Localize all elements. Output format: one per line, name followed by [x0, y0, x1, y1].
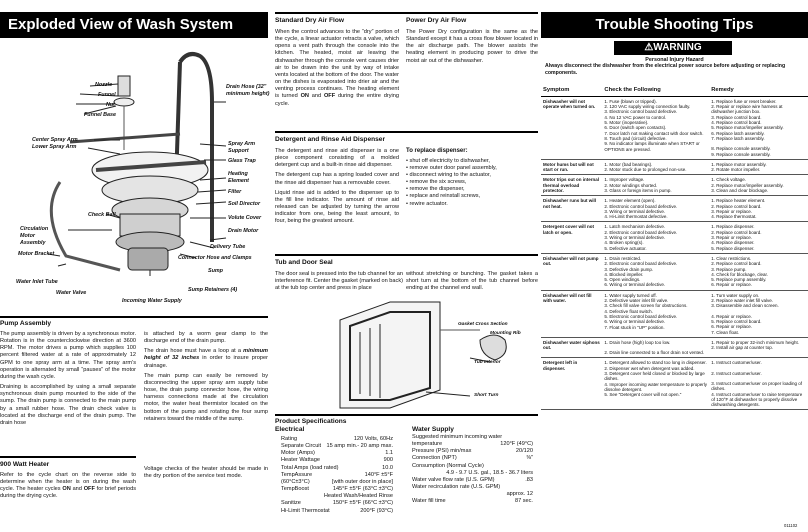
- symptom-cell: Motor hums but will not start or run.: [541, 159, 602, 175]
- label-delivery-tube: Delivery Tube: [210, 244, 246, 250]
- water-supply-spec-list: [412, 434, 533, 506]
- label-connector-hose-clamps: Connector Hose and Clamps: [178, 255, 252, 261]
- remedy-item: 4. Replace control board.: [711, 120, 762, 126]
- pump-assembly-text-col2: [144, 331, 268, 426]
- remedy-item: 1. Repair to proper 32-inch minimum height.: [711, 339, 799, 345]
- spec-row: [281, 457, 393, 464]
- spec-row: [281, 465, 393, 472]
- pump-paragraph-5: The main pump can easily be removed by disconnecting the upper spray arm supply tube hose, the drain pump connector hose, the wiring harness connections made at the circulation motor, the water heat thermistor located on the bottom of the pump and rotating the four sump retainers toward the middle of the sump.: [144, 372, 268, 422]
- spec-row: [412, 434, 533, 441]
- label-water-inlet-tube: Water Inlet Tube: [16, 279, 58, 285]
- remedy-item: 1. Turn water supply on.: [711, 292, 760, 298]
- check-item: 6. Wiring or terminal defective.: [604, 282, 666, 288]
- check-item: 1. Latch mechanism defective.: [604, 224, 666, 230]
- spec-row: [412, 463, 533, 470]
- spec-label: (60°C±3°C): [281, 478, 310, 485]
- symptom-cell: Motor trips out on internal thermal overload protector.: [541, 175, 602, 196]
- remedy-item: 4. Instruct customer/user to raise temperature of 120°F at dishwasher to properly dissolve dishwashing detergents.: [711, 391, 803, 408]
- divider: [0, 316, 268, 318]
- check-item: 5. Electronic control board defective.: [604, 313, 678, 319]
- remedy-cell: [709, 358, 808, 410]
- pump-paragraph-3: is attached by a worm gear clamp to the discharge end of the drain pump.: [144, 331, 268, 345]
- check-item: 1. Detergent allowed to stand too long in dispenser.: [604, 360, 707, 366]
- label-heating-element: Heating Element: [228, 171, 249, 184]
- column-header-symptom: Symptom: [541, 85, 602, 96]
- spec-label: Connection (NPT): [412, 455, 457, 462]
- label-drain-hose: Drain Hose (32" minimum height): [226, 84, 270, 97]
- power-dry-heading: Power Dry Air Flow: [406, 17, 467, 24]
- tub-door-seal-diagram: [330, 300, 530, 410]
- symptom-cell: Dishwasher runs but will not heat.: [541, 196, 602, 222]
- remedy-item: 5. Replace dispenser.: [711, 245, 755, 251]
- column-header-check: Check the Following: [602, 85, 709, 96]
- spec-row: [281, 493, 393, 500]
- remedy-item: 2. Rotate motor impeller.: [711, 167, 761, 173]
- remedy-item: 2. Replace motor/impeller assembly.: [711, 182, 784, 188]
- table-row: [541, 175, 808, 196]
- product-specifications-heading: Product Specifications: [275, 418, 347, 425]
- spec-row: [412, 484, 533, 491]
- remedy-item: 2. Install air gap at counter top.: [711, 345, 773, 351]
- label-short-turn: Short Turn: [474, 393, 499, 398]
- label-circulation-motor-assembly: Circulation Motor Assembly: [20, 226, 49, 246]
- spec-value: 150°F ±5°F (66°C ±3°C): [332, 500, 393, 507]
- spec-value: Heated Wash/Heated Rinse: [323, 493, 393, 500]
- remedy-item: 7. Replace latch assembly.: [711, 135, 765, 141]
- check-item: 4. Blocked impeller.: [604, 271, 644, 277]
- check-item: 3. Wiring or terminal defective.: [604, 208, 666, 214]
- spec-row: [281, 443, 393, 450]
- replace-step: • replace and reinstall screws,: [406, 193, 538, 200]
- table-row: [541, 159, 808, 175]
- label-water-valve: Water Valve: [56, 290, 87, 296]
- remedy-cell: [709, 290, 808, 337]
- check-item: 5. See "Detergent cover will not open.": [604, 392, 682, 398]
- check-item: 4. No 12 VAC power to control.: [604, 114, 667, 120]
- spec-row: [412, 477, 533, 484]
- remedy-item: 6. Repair or replace.: [711, 282, 752, 288]
- check-item: 1. Water supply turned off.: [604, 292, 657, 298]
- detergent-text: The detergent and rinse aid dispenser is a one piece component consisting of a molded detergent cup and a built-in rinse aid dispenser. The detergent cup has a spring loaded cover and the rinse aid dispenser has a removable cover. Liquid rinse aid is added to the dispenser up to the fill line indicator. The amount of rinse aid released can be adjusted by turning the arrow indicator from one, being the least amount, to four, being the greatest amount.: [275, 148, 399, 225]
- spec-row: [412, 498, 533, 505]
- remedy-item: 9. Replace console assembly.: [711, 151, 771, 157]
- spec-value: 1.1: [385, 450, 393, 457]
- check-item: 5. Open windings.: [604, 277, 641, 283]
- divider: [0, 456, 136, 458]
- tub-text-col1: The door seal is pressed into the tub channel for an interference fit. Center the gasket (marked on back) at the tub top center and press in place: [275, 271, 403, 292]
- spec-value: 15 amp min.- 20 amp max.: [326, 443, 393, 450]
- check-item: 2. Electronic control board defective.: [604, 229, 678, 235]
- symptom-cell: Dishwasher will not operate when turned on.: [541, 96, 602, 159]
- spec-row: [281, 436, 393, 443]
- spec-row: [412, 448, 533, 455]
- spec-value: 140°F ±5°F: [364, 471, 393, 478]
- symptom-cell: Detergent left in dispenser.: [541, 358, 602, 410]
- label-tub-interior: Tub Interior: [474, 360, 501, 365]
- label-lower-spray-arm: Lower Spray Arm: [32, 144, 77, 150]
- label-funnel-base: Funnel Base: [84, 112, 117, 118]
- check-item: 3. Defective drain pump.: [604, 266, 654, 272]
- check-item: 4. Improper incoming water temperature to properly dissolve detergent.: [604, 381, 707, 392]
- check-cell: [602, 253, 709, 290]
- check-item: 8. Touch pad (circuit) defective.: [604, 135, 667, 141]
- symptom-cell: Dishwasher water siphons out.: [541, 337, 602, 358]
- check-item: 7. Float stuck in "UP" position.: [604, 324, 665, 330]
- label-glass-trap: Glass Trap: [228, 158, 256, 164]
- table-row: [541, 337, 808, 358]
- spec-value: 4.9 - 9.7 U.S. gal., 18.5 - 36.7 liters: [446, 469, 533, 476]
- remedy-item: 4. Replace thermostat.: [711, 214, 757, 220]
- remedy-cell: [709, 159, 808, 175]
- spec-value: 200°F (93°C): [360, 507, 393, 514]
- spec-label: TempAssure: [281, 471, 313, 478]
- remedy-item: 1. Replace motor assembly.: [711, 161, 767, 167]
- check-item: 7. Door latch not making contact with door switch.: [604, 130, 704, 136]
- check-item: 3. Check fill valve screen for obstructions.: [604, 303, 688, 309]
- label-center-spray-arm: Center Spray Arm: [32, 137, 78, 143]
- spec-label: Pressure (PSI) min/max: [412, 448, 472, 455]
- check-cell: [602, 159, 709, 175]
- warning-banner: ⚠WARNING: [614, 41, 732, 55]
- spec-row: [281, 500, 393, 507]
- spec-label: Motor (Amps): [281, 450, 315, 457]
- check-item: 4. Defective float switch.: [604, 308, 653, 314]
- label-check-ball: Check Ball: [88, 212, 116, 218]
- spec-label: Suggested minimum incoming water: [412, 434, 503, 440]
- water-supply-heading: Water Supply: [412, 426, 454, 433]
- electrical-heading: Electrical: [275, 426, 305, 433]
- troubleshooting-table-wrap: [541, 85, 808, 410]
- check-cell: [602, 222, 709, 253]
- spec-value: 900: [383, 457, 393, 464]
- electrical-spec-list: [281, 436, 393, 515]
- check-item: 2. 120 VAC supply wiring connection faulty.: [604, 104, 691, 110]
- remedy-item: 1. Clear restrictions.: [711, 255, 752, 261]
- pump-assembly-text-col1: [0, 331, 136, 430]
- tub-door-seal-heading: Tub and Door Seal: [275, 259, 333, 266]
- spec-label: TempBoost: [281, 486, 309, 493]
- divider: [275, 131, 538, 133]
- remedy-item: 2. Replace control board.: [711, 203, 762, 209]
- remedy-item: 5. Replace pump assembly.: [711, 277, 767, 283]
- label-mounting-rib: Mounting Rib: [490, 331, 521, 336]
- symptom-cell: Detergent cover will not latch or open.: [541, 222, 602, 253]
- spec-row: [281, 472, 393, 479]
- divider: [275, 254, 538, 256]
- remedy-item: 1. Check voltage.: [711, 177, 746, 183]
- check-item: 2. Electronic control board defective.: [604, 203, 678, 209]
- pump-paragraph-2: Draining is accomplished by using a small separate synchronous drain pump mounted to the side of the sump. The drain pump is connected to the main pump by a small rubber hose. The drain check valve is located at the discharge end of the drain pump. The drain hose: [0, 384, 136, 426]
- spec-value: 20/120: [515, 448, 533, 455]
- replace-step: • disconnect wiring to the actuator,: [406, 172, 538, 179]
- remedy-cell: [709, 222, 808, 253]
- spec-value: .83: [525, 476, 533, 483]
- check-cell: [602, 96, 709, 159]
- divider: [275, 12, 538, 14]
- pump-paragraph-1: The pump assembly is driven by a synchronous motor. Rotation is in the counterclockwise direction at 3600 RPM. The motor drives a pump which supplies 100 percent filtered water at a rate of approximately 12 GPM to one spray arm at a time. The spray arm’s operation is alternated by small “pauses” of the motor during the wash cycle.: [0, 331, 136, 380]
- part-number: 011102: [784, 523, 798, 528]
- label-funnel: Funnel: [98, 92, 116, 98]
- remedy-item: 3. Replace pump.: [711, 266, 747, 272]
- check-cell: [602, 290, 709, 337]
- remedy-item: 1. Instruct customer/user.: [711, 360, 762, 366]
- remedy-item: 3. Disassemble and clean screen.: [711, 303, 779, 309]
- remedy-cell: [709, 175, 808, 196]
- check-item: 2. Drain line connected to a floor drain not vented.: [604, 350, 704, 356]
- check-item: 5. Motor (inoperative).: [604, 120, 649, 126]
- spec-row: [281, 450, 393, 457]
- spec-row: [281, 486, 393, 493]
- spec-label: temperature: [412, 441, 443, 448]
- replace-step: • remove the dispenser,: [406, 186, 538, 193]
- standard-dry-text: When the control advances to the “dry” portion of the cycle, a linear actuator retracts a valve, which opens a vent path through the console into the kitchen. The heated, moist air leaving the dishwasher through the console vent causes drier air to be drawn into the unit by way of intake vents located at the bottom of the door. The water on the dishes is evaporated into drier air and the venting process continues. The heating element is turned ON and OFF during the entire drying cycle.: [275, 29, 399, 107]
- exploded-view-title-banner: Exploded View of Wash System: [0, 12, 268, 38]
- tub-text-col2: without stretching or bunching. The gasket takes a short turn at the bottom of the tub channel before ending at the channel end wall.: [406, 271, 538, 292]
- check-item: 1. Drain restricted.: [604, 255, 642, 261]
- divider: [275, 414, 538, 416]
- remedy-item: 2. Repair or replace wire harness at dishwasher junction box.: [711, 104, 783, 115]
- check-cell: [602, 175, 709, 196]
- check-item: 1. Motor (bad bearings).: [604, 161, 653, 167]
- label-volute-cover: Volute Cover: [228, 215, 262, 221]
- spec-value: ⅜": [526, 455, 533, 462]
- replace-step: • rewire actuator.: [406, 201, 538, 208]
- check-item: 4. Hi-Limit thermostat defective.: [604, 214, 668, 220]
- check-item: 1. Drain hose (high) loop too low.: [604, 339, 671, 345]
- table-row: [541, 358, 808, 410]
- remedy-item: 1. Replace heater element.: [711, 198, 766, 204]
- spec-row: [412, 441, 533, 448]
- remedy-cell: [709, 337, 808, 358]
- remedy-cell: [709, 196, 808, 222]
- remedy-item: 3. Replace control board.: [711, 114, 762, 120]
- table-row: [541, 222, 808, 253]
- label-filter: Filter: [228, 189, 242, 195]
- warning-text: Always disconnect the dishwasher from the electrical power source before adjusting or replacing components.: [545, 63, 786, 76]
- replace-dispenser-block: To replace dispenser: • shut off electricity to dishwasher, • remove outer door panel assembly, • disconnect wiring to the actuator, • remove the six screws, • remove the dispenser, • replace and reinstall screws, • rewire actuator.: [406, 148, 538, 208]
- label-soil-director: Soil Director: [228, 201, 261, 207]
- remedy-item: 3. Repair or replace.: [711, 235, 752, 241]
- trouble-shooting-title-banner: Trouble Shooting Tips: [541, 12, 808, 38]
- spec-label: Separate Circuit: [281, 443, 322, 450]
- replace-steps-list: [406, 158, 538, 208]
- spec-value: 145°F ±5°F (63°C ±3°C): [332, 486, 393, 493]
- spec-label: Water valve flow rate (U.S. GPM): [412, 476, 495, 483]
- table-row: [541, 253, 808, 290]
- check-item: 6. Door (switch open contacts).: [604, 125, 667, 131]
- remedy-item: 2. Replace control board.: [711, 261, 762, 267]
- remedy-item: 4. Repair or replace.: [711, 313, 752, 319]
- pump-paragraph-4: The drain hose must have a loop at a minimum height of 32 inches in order to insure proper drainage.: [144, 348, 268, 369]
- spec-value: 10.0: [382, 464, 393, 471]
- troubleshooting-table: [541, 85, 808, 410]
- remedy-item: 2. Replace control board.: [711, 229, 762, 235]
- check-cell: [602, 358, 709, 410]
- check-item: 2. Motor windings shorted.: [604, 182, 658, 188]
- check-item: 2. Motor stuck due to prolonged non-use.: [604, 167, 687, 173]
- heater-text: Refer to the cycle chart on the reverse side to determine when the heater is on during the wash cycle. The heater cycles ON and OFF for brief periods during the drying cycle.: [0, 472, 136, 500]
- table-row: [541, 290, 808, 337]
- symptom-cell: Dishwasher will not fill with water.: [541, 290, 602, 337]
- spec-row: [281, 508, 393, 515]
- remedy-cell: [709, 96, 808, 159]
- remedy-item: 4. Replace dispenser.: [711, 240, 755, 246]
- pump-assembly-heading: Pump Assembly: [0, 320, 52, 327]
- label-sump: Sump: [208, 268, 223, 274]
- replace-step: • shut off electricity to dishwasher,: [406, 158, 538, 165]
- power-dry-text: The Power Dry configuration is the same as the Standard except it has a cross flow blower located in the air discharge path. The blower assists the heating element in producing power to drive the moist air out of the dishwasher.: [406, 29, 538, 64]
- table-row: [541, 196, 808, 222]
- spec-row: [412, 470, 533, 477]
- replace-step: • remove outer door panel assembly,: [406, 165, 538, 172]
- remedy-item: 7. Clean float.: [711, 329, 739, 335]
- label-motor-bracket: Motor Bracket: [18, 251, 55, 257]
- spec-label: Total Amps (load rated): [281, 464, 339, 471]
- remedy-item: 5. Replace control board.: [711, 318, 762, 324]
- remedy-item: 3. Instruct customer/user on proper loading of dishes.: [711, 381, 803, 392]
- spec-label: Sanitize: [281, 500, 301, 507]
- spec-row: [412, 491, 533, 498]
- column-header-remedy: Remedy: [709, 85, 808, 96]
- check-item: 3. Glass or foreign items in pump.: [604, 187, 672, 193]
- label-gasket-cross-section: Gasket Cross Section: [458, 322, 508, 327]
- remedy-item: 3. Repair or replace.: [711, 208, 752, 214]
- remedy-item: 6. Repair or replace.: [711, 324, 752, 330]
- spec-value: [with outer door in place]: [332, 478, 393, 485]
- remedy-item: 4. Check for blockage, clear.: [711, 271, 768, 277]
- remedy-item: 8. Replace console assembly.: [711, 146, 771, 152]
- remedy-item: 1. Replace dispenser.: [711, 224, 755, 230]
- replace-step: • remove the six screws,: [406, 179, 538, 186]
- heater-heading: 900 Watt Heater: [0, 461, 50, 468]
- check-item: 2. Defective water inlet fill valve.: [604, 298, 669, 304]
- spec-label: Water recirculation rate (U.S. GPM): [412, 484, 501, 491]
- remedy-item: 2. Replace water inlet fill valve.: [711, 298, 773, 304]
- label-spray-arm-support: Spray Arm Support: [228, 141, 256, 154]
- heater-voltage-text: Voltage checks of the heater should be made in the dry portion of the service test mode.: [144, 466, 268, 480]
- standard-dry-heading: Standard Dry Air Flow: [275, 17, 344, 24]
- check-item: 3. Detergent cover held closed or blocked by large dishes.: [604, 371, 705, 382]
- check-item: 3. Electronic control board defective.: [604, 109, 678, 115]
- spec-value: 120°F (49°C): [500, 441, 533, 448]
- spec-label: Water fill time: [412, 498, 446, 505]
- check-item: 5. Defective actuator.: [604, 245, 647, 251]
- remedy-item: 2. Instruct customer/user.: [711, 370, 762, 376]
- detergent-heading: Detergent and Rinse Aid Dispenser: [275, 136, 386, 143]
- check-item: 4. Broken spring(s).: [604, 240, 644, 246]
- spec-row: [281, 479, 393, 486]
- check-item: 2. Dispenser wet when detergent was added.: [604, 365, 695, 371]
- label-sump-retainers: Sump Retainers (4): [188, 287, 238, 293]
- check-item: 6. Wiring or terminal defective.: [604, 319, 666, 325]
- check-cell: [602, 196, 709, 222]
- spec-label: Heater Wattage: [281, 457, 320, 464]
- label-nut: Nut: [106, 102, 115, 108]
- check-item: 1. Improper voltage.: [604, 177, 645, 183]
- label-drain-motor: Drain Motor: [228, 228, 259, 234]
- table-row: [541, 96, 808, 159]
- warning-subtitle: Personal Injury Hazard: [645, 57, 704, 63]
- check-item: 1. Heater element (open).: [604, 198, 656, 204]
- spec-row: [412, 455, 533, 462]
- label-nozzle: Nozzle: [95, 82, 113, 88]
- remedy-item: 3. Clean and clear blockage.: [711, 187, 769, 193]
- spec-label: Hi-Limit Thermostat: [281, 507, 330, 514]
- check-item: 9. No indicator lamps illuminate when START or OPTIONS are pressed.: [604, 141, 700, 152]
- check-item: 3. Wiring or terminal defective.: [604, 235, 666, 241]
- spec-value: approx. 12: [506, 491, 533, 498]
- table-header-row: [541, 85, 808, 96]
- check-cell: [602, 337, 709, 358]
- check-item: 2. Electronic control board defective.: [604, 261, 678, 267]
- remedy-cell: [709, 253, 808, 290]
- remedy-item: 5. Replace motor/impeller assembly.: [711, 125, 784, 131]
- check-item: 1. Fuse (blown or tripped).: [604, 98, 657, 104]
- remedy-item: 1. Replace fuse or reset breaker.: [711, 98, 777, 104]
- label-incoming-water-supply: Incoming Water Supply: [122, 298, 182, 304]
- remedy-item: 6. Replace latch assembly.: [711, 130, 765, 136]
- spec-label: Rating: [281, 436, 298, 442]
- spec-value: 87 sec.: [514, 498, 533, 505]
- symptom-cell: Dishwasher will not pump out.: [541, 253, 602, 290]
- spec-label: Consumption (Normal Cycle): [412, 462, 484, 469]
- spec-value: 120 Volts, 60Hz: [353, 436, 393, 442]
